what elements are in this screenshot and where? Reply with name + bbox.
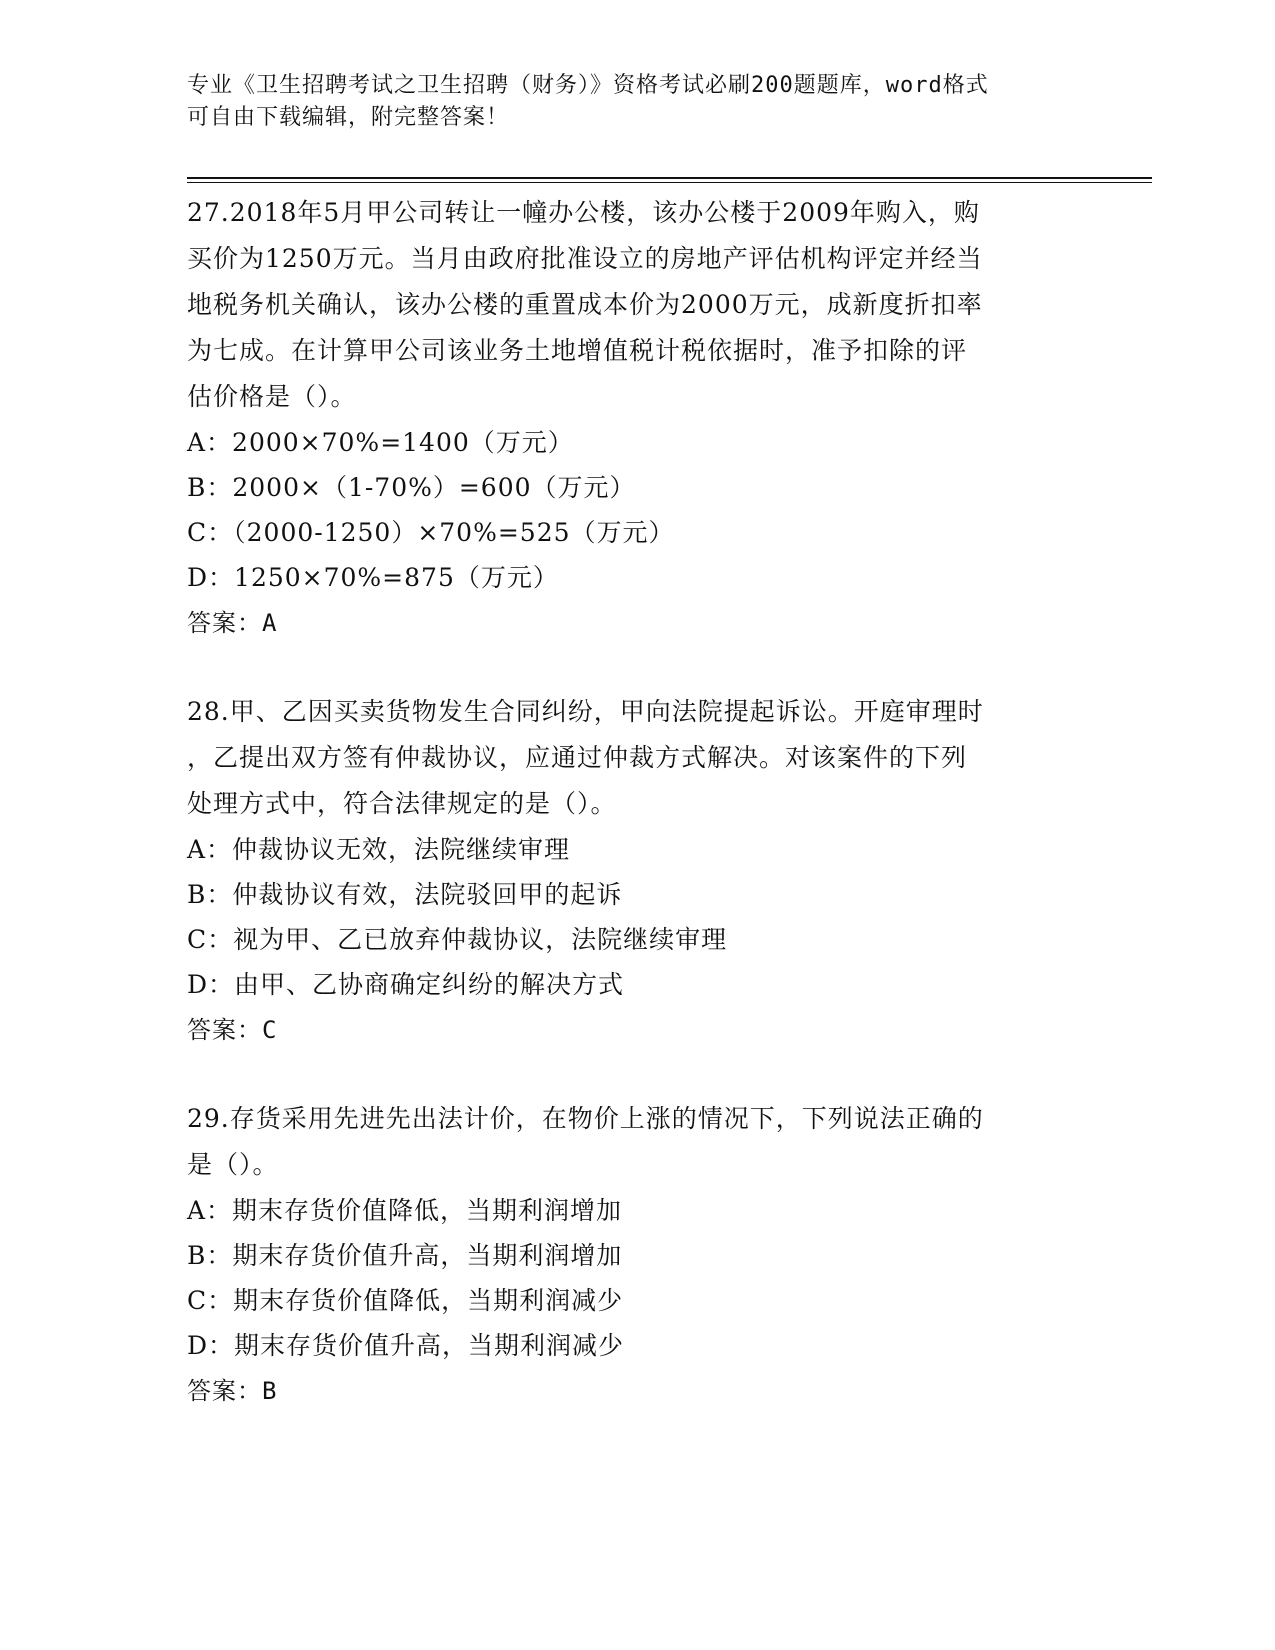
question-28 [187, 689, 1067, 1053]
answer-line: 答案：A [187, 609, 278, 637]
question-29 [187, 1096, 1067, 1414]
question-stem-line: 27.2018年5月甲公司转让一幢办公楼，该办公楼于2009年购入，购 [187, 198, 980, 227]
option-c: C：期末存货价值降低，当期利润减少 [187, 1286, 624, 1315]
question-stem-line: 为七成。在计算甲公司该业务土地增值税计税依据时，准予扣除的评 [187, 336, 968, 365]
answer-line: 答案：B [187, 1377, 278, 1405]
document-header [187, 70, 1067, 134]
option-b: B：2000×（1-70%）=600（万元） [187, 473, 636, 502]
question-stem-line: 是（）。 [187, 1150, 279, 1179]
header-line: 专业《卫生招聘考试之卫生招聘（财务）》资格考试必刷200题题库，word格式 [187, 73, 989, 98]
header-line: 可自由下载编辑，附完整答案！ [187, 105, 510, 130]
option-a: A：仲裁协议无效，法院继续审理 [187, 835, 571, 864]
question-stem-line: 地税务机关确认，该办公楼的重置成本价为2000万元，成新度折扣率 [187, 290, 983, 319]
question-stem-line: 估价格是（）。 [187, 382, 357, 411]
question-27 [187, 190, 1067, 646]
option-a: A：2000×70%=1400（万元） [187, 428, 574, 457]
answer-line: 答案：C [187, 1016, 278, 1044]
option-c: C：（2000-1250）×70%=525（万元） [187, 518, 675, 547]
option-c: C：视为甲、乙已放弃仲裁协议，法院继续审理 [187, 925, 728, 954]
question-stem-line: 28.甲、乙因买卖货物发生合同纠纷，甲向法院提起诉讼。开庭审理时 [187, 697, 984, 726]
option-b: B：仲裁协议有效，法院驳回甲的起诉 [187, 880, 623, 909]
question-stem-line: 处理方式中，符合法律规定的是（）。 [187, 789, 617, 818]
option-b: B：期末存货价值升高，当期利润增加 [187, 1241, 623, 1270]
question-stem-line: ，乙提出双方签有仲裁协议，应通过仲裁方式解决。对该案件的下列 [187, 743, 968, 772]
option-d: D：由甲、乙协商确定纠纷的解决方式 [187, 970, 625, 999]
option-d: D：1250×70%=875（万元） [187, 563, 559, 592]
question-stem-line: 29.存货采用先进先出法计价，在物价上涨的情况下，下列说法正确的 [187, 1104, 984, 1133]
option-a: A：期末存货价值降低，当期利润增加 [187, 1196, 623, 1225]
option-d: D：期末存货价值升高，当期利润减少 [187, 1331, 625, 1360]
question-stem-line: 买价为1250万元。当月由政府批准设立的房地产评估机构评定并经当 [187, 244, 983, 273]
question-list [187, 190, 1067, 1457]
header-divider [187, 177, 1152, 183]
